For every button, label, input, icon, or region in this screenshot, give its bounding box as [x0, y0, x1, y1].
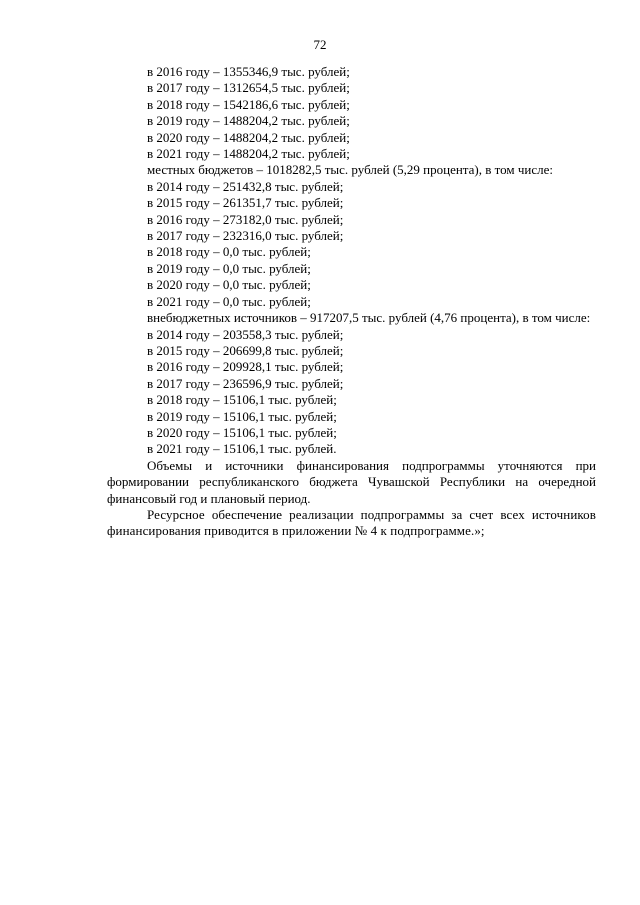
list-item: в 2016 году – 209928,1 тыс. рублей; [147, 359, 344, 375]
list-item: в 2017 году – 1312654,5 тыс. рублей; [147, 80, 350, 96]
list-item: в 2018 году – 1542186,6 тыс. рублей; [147, 96, 350, 112]
list-item: в 2018 году – 15106,1 тыс. рублей; [147, 392, 337, 408]
list-item: в 2016 году – 273182,0 тыс. рублей; [147, 211, 344, 227]
list-item: в 2019 году – 15106,1 тыс. рублей; [147, 408, 337, 424]
list-item: в 2020 году – 15106,1 тыс. рублей; [147, 424, 337, 440]
list-item: в 2021 году – 15106,1 тыс. рублей. [147, 441, 337, 457]
local-budgets-intro: местных бюджетов – 1018282,5 тыс. рублей (5,29 процента), в том числе: [147, 162, 553, 178]
list-item: в 2016 году – 1355346,9 тыс. рублей; [147, 64, 350, 79]
page-number: 72 [313, 37, 327, 52]
list-item: в 2019 году – 1488204,2 тыс. рублей; [147, 113, 350, 129]
list-item: в 2020 году – 1488204,2 тыс. рублей; [147, 129, 350, 145]
list-item: в 2015 году – 206699,8 тыс. рублей; [147, 342, 344, 358]
list-item: в 2017 году – 232316,0 тыс. рублей; [147, 228, 344, 244]
funding-list-extrabudget [107, 327, 596, 458]
paragraph-volumes: Объемы и источники финансирования подпрограммы уточняются при формировании республиканского бюджета Чувашской Республики на очередной финансовый год и плановый период. [107, 457, 596, 506]
list-item: в 2014 году – 251432,8 тыс. рублей; [147, 178, 344, 194]
funding-list-local [107, 179, 596, 310]
list-item: в 2017 году – 236596,9 тыс. рублей; [147, 375, 344, 391]
list-item: в 2020 году – 0,0 тыс. рублей; [147, 277, 311, 293]
document-body [107, 64, 596, 540]
list-item: в 2015 году – 261351,7 тыс. рублей; [147, 195, 344, 211]
extrabudget-intro: внебюджетных источников – 917207,5 тыс. рублей (4,76 процента), в том числе: [147, 310, 591, 326]
list-item: в 2014 году – 203558,3 тыс. рублей; [147, 326, 344, 342]
list-item: в 2019 году – 0,0 тыс. рублей; [147, 260, 311, 276]
list-item: в 2021 году – 0,0 тыс. рублей; [147, 293, 311, 309]
funding-list-republic [107, 64, 596, 162]
list-item: в 2018 году – 0,0 тыс. рублей; [147, 244, 311, 260]
paragraph-resources: Ресурсное обеспечение реализации подпрограммы за счет всех источников финансирования приводится в приложении № 4 к подпрограмме.»; [107, 506, 596, 539]
list-item: в 2021 году – 1488204,2 тыс. рублей; [147, 146, 350, 162]
